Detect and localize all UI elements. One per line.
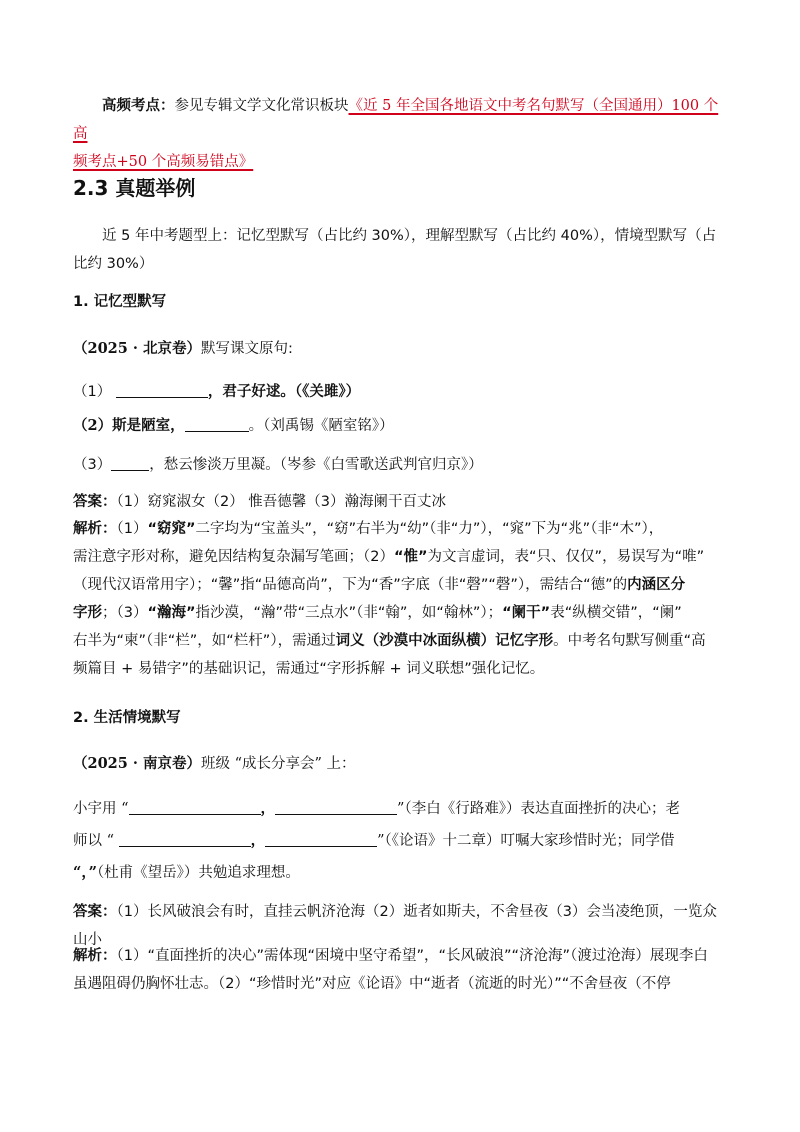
top-note-text: 参见专辑文学文化常识板块	[174, 98, 349, 114]
part2-prompt: 班级 “成长分享会” 上：	[201, 756, 356, 772]
part1-source: （2025 · 北京卷）	[73, 340, 202, 357]
part1-answer: 答案：（1）窈窕淑女（2） 惟吾德馨（3）瀚海阑干百丈冰	[73, 494, 447, 510]
part2-source: （2025 · 南京卷）	[73, 755, 202, 772]
blank-1[interactable]	[116, 383, 208, 398]
top-note-label: 高频考点：	[102, 98, 175, 114]
blank-2[interactable]	[185, 417, 249, 432]
blank-4[interactable]	[129, 800, 261, 815]
part2-heading: 2. 生活情境默写	[73, 710, 181, 726]
question-2: （2）斯是陋室， 。（刘禹锡《陋室铭》）	[73, 417, 394, 434]
part1-source-line	[73, 335, 728, 363]
top-note	[73, 92, 728, 176]
section-title: 2.3 真题举例	[73, 176, 196, 200]
part1-analysis: 解析：（1）“窈窕”二字均为“宝盖头”，“窈”右半为“幼”（非“力”），“窕”下为“兆”（非“木”）， 需注意字形对称，避免因结构复杂漏写笔画；（2）“惟”为文言虚词，表“只、仅仅”，易误写为“唯” （现代汉语常用字）；“馨”指“品德高尚”，下为“香”字底（非“磬”“磬”），需结合“德”的内涵区分 字形；（3）“瀚海”指沙漠，“瀚”带“三点水”（非“翰”，如“翰林”）；“阑干”表“纵横交错”，“阑” 右半为“柬”（非“栏”，如“栏杆”），需通过词义（沙漠中冰面纵横）记忆字形。中考名句默写侧重“高 频篇目 + 易错字”的基础识记，需通过“字形拆解 + 词义联想”强化记忆。	[73, 521, 706, 677]
question-3: （3） ，愁云惨淡万里凝。（岑参《白雪歌送武判官归京》）	[73, 457, 483, 473]
blank-5[interactable]	[275, 800, 397, 815]
blank-6[interactable]	[119, 832, 251, 847]
intro-line1: 近 5 年中考题型上：记忆型默写（占比约 30%），理解型默写（占比约 40%），情境型默写（占	[102, 228, 717, 244]
blank-7[interactable]	[265, 832, 377, 847]
question-1: （1） ，君子好逑。（《关雎》）	[73, 383, 361, 400]
part2-source-line	[73, 750, 728, 778]
intro-line2: 比约 30%）	[73, 256, 154, 272]
part1-prompt: 默写课文原句:	[201, 341, 293, 357]
blank-3[interactable]	[111, 456, 149, 471]
part1-heading: 1. 记忆型默写	[73, 294, 167, 310]
part2-scenario: 小宇用 “ ， ”（李白《行路难》）表达直面挫折的决心；老 师以 “ ， ”（《论语》十二章）叮嘱大家珍惜时光；同学借 “，”（杜甫《望岳》）共勉追求理想。	[73, 800, 680, 881]
top-note-link-line1[interactable]: 《近 5 年全国各地语文中考名句默写（全国通用）100 个高	[73, 98, 719, 142]
top-note-link-line2[interactable]: 频考点+50 个高频易错点》	[73, 154, 254, 170]
part2-analysis: 解析：（1）“直面挫折的决心”需体现“困境中坚守希望”，“长风破浪”“济沧海”（渡过沧海）展现李白 虽遇阻碍仍胸怀壮志。（2）“珍惜时光”对应《论语》中“逝者（流逝的时光）”“不舍昼夜（不停	[73, 948, 708, 992]
part2-answer: 答案：（1）长风破浪会有时，直挂云帆济沧海（2）逝者如斯夫，不舍昼夜（3）会当凌绝顶，一览众 山小	[73, 904, 717, 948]
section-intro	[73, 222, 728, 278]
